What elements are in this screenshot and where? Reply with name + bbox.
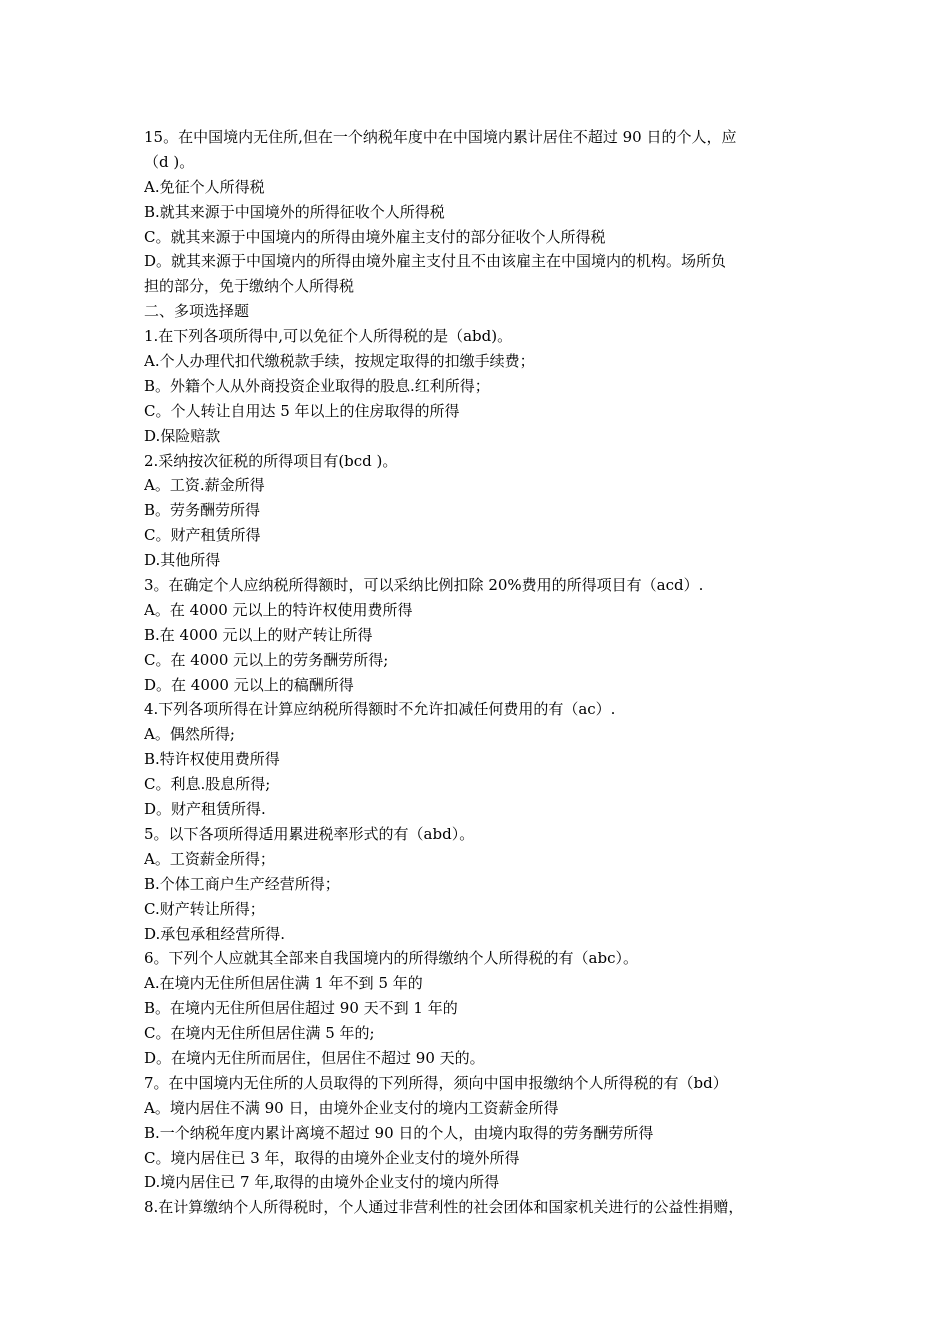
question-1-option-a: A.个人办理代扣代缴税款手续，按规定取得的扣缴手续费；: [144, 352, 535, 371]
question-1-option-c: C。个人转让自用达 5 年以上的住房取得的所得: [144, 401, 460, 420]
section-heading-multiple-choice: 二、多项选择题: [144, 302, 250, 321]
question-6-option-a: A.在境内无住所但居住满 1 年不到 5 年的: [144, 974, 423, 993]
question-6-option-b: B。在境内无住所但居住超过 90 天不到 1 年的: [144, 999, 458, 1018]
question-3-option-c: C。在 4000 元以上的劳务酬劳所得;: [144, 650, 389, 669]
question-4-option-b: B.特许权使用费所得: [144, 750, 280, 769]
question-5-stem: 5。以下各项所得适用累进税率形式的有（abd）。: [144, 824, 475, 843]
question-5-option-c: C.财产转让所得；: [144, 899, 265, 918]
question-3-stem: 3。在确定个人应纳税所得额时，可以采纳比例扣除 20%费用的所得项目有（acd）.: [144, 576, 704, 595]
question-3-option-b: B.在 4000 元以上的财产转让所得: [144, 625, 373, 644]
question-15-option-d-cont: 担的部分，免于缴纳个人所得税: [144, 277, 355, 296]
question-5-option-a: A。工资薪金所得；: [144, 849, 275, 868]
question-3-option-a: A。在 4000 元以上的特许权使用费所得: [144, 600, 413, 619]
question-7-option-d: D.境内居住已 7 年,取得的由境外企业支付的境内所得: [144, 1173, 500, 1192]
question-2-option-d: D.其他所得: [144, 551, 221, 570]
question-7-option-c: C。境内居住已 3 年，取得的由境外企业支付的境外所得: [144, 1148, 520, 1167]
question-3-option-d: D。在 4000 元以上的稿酬所得: [144, 675, 354, 694]
question-15-option-d: D。就其来源于中国境内的所得由境外雇主支付且不由该雇主在中国境内的机构。场所负: [144, 252, 727, 271]
question-1-option-b: B。外籍个人从外商投资企业取得的股息.红利所得；: [144, 376, 490, 395]
question-15-option-a: A.免征个人所得税: [144, 177, 265, 196]
question-5-option-d: D.承包承租经营所得.: [144, 924, 286, 943]
question-15-option-c: C。就其来源于中国境内的所得由境外雇主支付的部分征收个人所得税: [144, 227, 606, 246]
question-5-option-b: B.个体工商户生产经营所得；: [144, 874, 340, 893]
question-2-option-a: A。工资.薪金所得: [144, 476, 265, 495]
question-6-option-c: C。在境内无住所但居住满 5 年的;: [144, 1024, 375, 1043]
question-4-stem: 4.下列各项所得在计算应纳税所得额时不允许扣减任何费用的有（ac）.: [144, 700, 616, 719]
question-1-stem: 1.在下列各项所得中,可以免征个人所得税的是（abd)。: [144, 327, 513, 346]
question-2-stem: 2.采纳按次征税的所得项目有(bcd )。: [144, 451, 398, 470]
question-4-option-a: A。偶然所得;: [144, 725, 235, 744]
question-7-stem: 7。在中国境内无住所的人员取得的下列所得，须向中国申报缴纳个人所得税的有（bd）: [144, 1073, 728, 1092]
question-7-option-b: B.一个纳税年度内累计离境不超过 90 日的个人，由境内取得的劳务酬劳所得: [144, 1123, 654, 1142]
question-15-option-b: B.就其来源于中国境外的所得征收个人所得税: [144, 202, 445, 221]
question-6-option-d: D。在境内无住所而居住，但居住不超过 90 天的。: [144, 1048, 485, 1067]
document-page: [144, 125, 819, 1220]
question-15-stem-cont: （d )。: [144, 152, 195, 171]
question-15-stem: 15。在中国境内无住所,但在一个纳税年度中在中国境内累计居住不超过 90 日的个人，应: [144, 128, 737, 146]
question-1-option-d: D.保险赔款: [144, 426, 221, 445]
question-4-option-c: C。利息.股息所得;: [144, 775, 271, 794]
question-2-option-c: C。财产租赁所得: [144, 526, 261, 545]
question-4-option-d: D。财产租赁所得.: [144, 800, 266, 819]
question-2-option-b: B。劳务酬劳所得: [144, 501, 261, 520]
question-6-stem: 6。下列个人应就其全部来自我国境内的所得缴纳个人所得税的有（abc）。: [144, 949, 638, 968]
question-8-stem: 8.在计算缴纳个人所得税时，个人通过非营利性的社会团体和国家机关进行的公益性捐赠，: [144, 1198, 744, 1217]
question-7-option-a: A。境内居住不满 90 日，由境外企业支付的境内工资薪金所得: [144, 1098, 559, 1117]
